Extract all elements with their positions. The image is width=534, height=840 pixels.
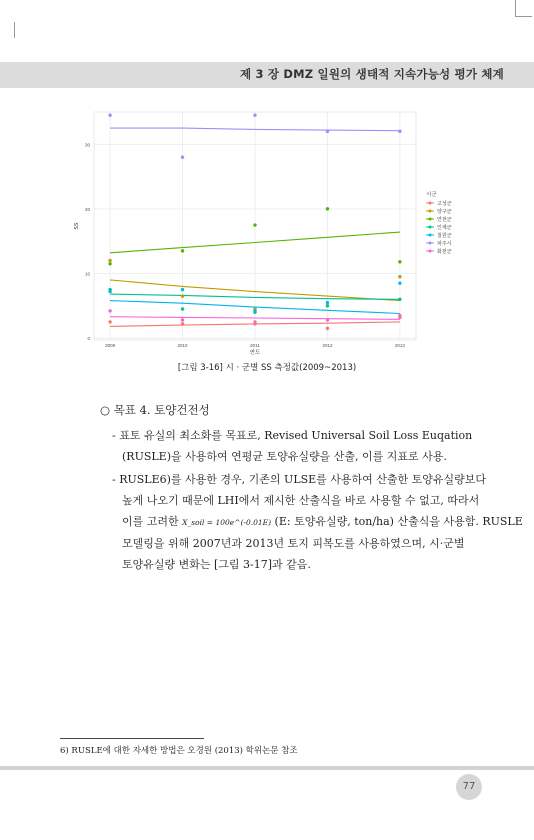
legend-label: 철원군: [437, 233, 452, 239]
legend-key-point: [429, 210, 432, 213]
figure-caption: [그림 3-16] 시 · 군별 SS 측정값(2009~2013): [177, 363, 357, 373]
y-axis-title: SS: [74, 222, 80, 230]
y-tick-label: 20: [84, 206, 90, 212]
legend-label: 화천군: [437, 249, 452, 255]
data-point: [398, 314, 401, 317]
data-point: [108, 290, 111, 293]
data-point: [398, 281, 401, 284]
data-point: [398, 298, 401, 301]
legend-title: 시군: [426, 192, 437, 198]
data-point: [253, 309, 256, 312]
x-tick-label: 2010: [177, 343, 188, 348]
data-point: [108, 114, 111, 117]
data-point: [108, 262, 111, 265]
data-point: [181, 249, 184, 252]
soil-formula: X_soil = 100e^(-0.01E): [182, 518, 272, 527]
data-point: [326, 301, 329, 304]
data-point: [253, 322, 256, 325]
legend-label: 양구군: [437, 209, 452, 215]
paragraph-line: (RUSLE)을 사용하여 연평균 토양유실량을 산출, 이를 지표로 사용.: [122, 450, 447, 463]
y-tick-label: 0: [87, 336, 90, 342]
paragraph-rusle-method: [112, 469, 523, 575]
data-point: [108, 320, 111, 323]
crop-mark-top-left: [0, 22, 15, 38]
x-tick-label: 2013: [394, 343, 405, 348]
legend-label: 파주시: [437, 241, 452, 247]
section-heading: ○ 목표 4. 토양건전성: [100, 403, 210, 417]
legend-key-point: [429, 202, 432, 205]
data-point: [398, 260, 401, 263]
y-tick-label: 10: [84, 271, 90, 277]
footnote-rule: [60, 738, 204, 739]
paragraph-line: - RUSLE6)를 사용한 경우, 기존의 ULSE를 사용하여 산출한 토양유실량보다: [112, 473, 487, 486]
data-point: [326, 304, 329, 307]
x-tick-label: 2009: [105, 343, 116, 348]
data-point: [253, 114, 256, 117]
crop-mark-top-right: [515, 0, 532, 17]
data-point: [181, 156, 184, 159]
legend-key-point: [429, 250, 432, 253]
y-tick-label: 30: [84, 142, 90, 148]
data-point: [326, 327, 329, 330]
legend-label: 인제군: [437, 225, 452, 231]
formula-suffix: (E: 토양유실량, ton/ha) 산출식을 사용함. RUSLE: [274, 515, 523, 528]
paragraph-line: - 표토 유실의 최소화를 목표로, Revised Universal Soil Loss Euqation: [112, 429, 473, 442]
legend-key-point: [429, 242, 432, 245]
paragraph-line: 모델링을 위해 2007년과 2013년 토지 피복도를 사용하였으며, 시·군별: [122, 537, 465, 550]
chapter-title: 제 3 장 DMZ 일원의 생태적 지속가능성 평가 체계: [239, 67, 504, 81]
data-point: [326, 318, 329, 321]
formula-prefix: 이를 고려한: [122, 515, 179, 528]
data-point: [326, 130, 329, 133]
legend-label: 연천군: [437, 217, 452, 223]
footnote: 6) RUSLE에 대한 자세한 방법은 오경원 (2013) 학위논문 참조: [60, 746, 298, 756]
data-point: [253, 223, 256, 226]
paragraph-line: 토양유실량 변화는 [그림 3-17]과 같음.: [122, 558, 311, 571]
data-point: [181, 288, 184, 291]
paragraph-line-formula: [112, 511, 523, 533]
data-point: [398, 130, 401, 133]
data-point: [181, 294, 184, 297]
x-tick-label: 2011: [250, 343, 260, 348]
data-point: [181, 318, 184, 321]
legend-key-point: [429, 234, 432, 237]
footer-band: [0, 766, 534, 770]
data-point: [326, 207, 329, 210]
x-tick-label: 2012: [322, 343, 333, 348]
paragraph-rusle-intro: [112, 425, 473, 467]
page-number: 77: [456, 774, 482, 800]
ss-scatter-chart: [70, 110, 480, 358]
data-point: [108, 259, 111, 262]
data-point: [181, 322, 184, 325]
x-axis-title: 연도: [249, 350, 261, 356]
data-point: [398, 275, 401, 278]
data-point: [181, 307, 184, 310]
data-point: [108, 309, 111, 312]
legend-key-point: [429, 218, 432, 221]
legend-key-point: [429, 226, 432, 229]
legend-label: 고성군: [437, 201, 452, 207]
paragraph-line: 높게 나오기 때문에 LHI에서 제시한 산출식을 바로 사용할 수 없고, 따라서: [122, 494, 480, 507]
